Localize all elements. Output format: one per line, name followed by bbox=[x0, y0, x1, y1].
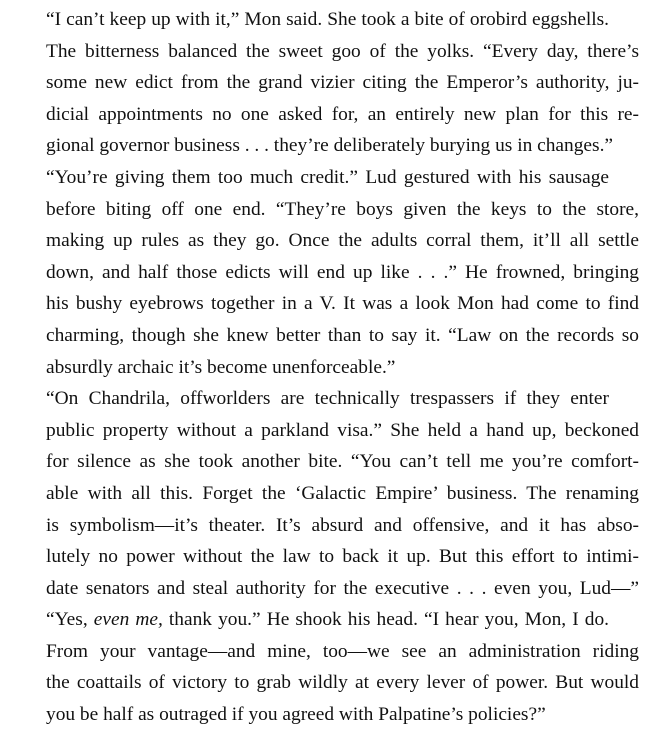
paragraph-4 bbox=[16, 604, 639, 730]
text-line: is symbolism—it’s theater. It’s absurd and offensive, and it has abso- bbox=[46, 514, 639, 536]
text-line: public property without a parkland visa.” She held a hand up, beckoned bbox=[46, 419, 639, 441]
italic-text-run: even me, bbox=[93, 609, 163, 631]
text-line: charming, though she knew better than to say it. “Law on the records so bbox=[46, 324, 639, 346]
paragraph-3 bbox=[16, 383, 639, 604]
text-line: you be half as outraged if you agreed with Palpatine’s policies?” bbox=[46, 704, 546, 726]
text-line: From your vantage—and mine, too—we see an administration riding bbox=[46, 640, 639, 662]
text-line: the coattails of victory to grab wildly at every lever of power. But would bbox=[46, 672, 639, 694]
text-line: before biting off one end. “They’re boys given the keys to the store, bbox=[46, 198, 639, 220]
text-line: date senators and steal authority for the executive . . . even you, Lud—” bbox=[46, 577, 639, 599]
text-line: able with all this. Forget the ‘Galactic Empire’ business. The renaming bbox=[46, 482, 639, 504]
text-line: “On Chandrila, offworlders are technically trespassers if they enter bbox=[46, 388, 609, 410]
text-run: “Yes, bbox=[46, 609, 94, 631]
paragraph-2 bbox=[16, 162, 639, 383]
text-line: lutely no power without the law to back it up. But this effort to intimi- bbox=[46, 546, 639, 568]
text-line: down, and half those edicts will end up like . . .” He frowned, bringing bbox=[46, 261, 639, 283]
text-line: making up rules as they go. Once the adults corral them, it’ll all settle bbox=[46, 230, 639, 252]
text-line: “I can’t keep up with it,” Mon said. She took a bite of orobird eggshells. bbox=[46, 9, 609, 30]
text-line: dicial appointments no one asked for, an entirely new plan for this re- bbox=[46, 103, 639, 125]
text-line: for silence as she took another bite. “You can’t tell me you’re comfort- bbox=[46, 451, 639, 473]
text-line: his bushy eyebrows together in a V. It was a look Mon had come to find bbox=[46, 293, 639, 315]
text-line: The bitterness balanced the sweet goo of the yolks. “Every day, there’s bbox=[46, 40, 639, 62]
paragraph-1 bbox=[16, 4, 639, 162]
text-line bbox=[16, 604, 609, 636]
text-run: thank you.” He shook his head. “I hear you, Mon, I do. bbox=[162, 609, 609, 631]
text-line: absurdly archaic it’s become unenforceable.” bbox=[46, 356, 396, 378]
text-line: some new edict from the grand vizier citing the Emperor’s authority, ju- bbox=[46, 72, 639, 94]
text-line: “You’re giving them too much credit.” Lud gestured with his sausage bbox=[46, 166, 609, 188]
text-line: gional governor business . . . they’re deliberately burying us in changes.” bbox=[46, 135, 614, 157]
